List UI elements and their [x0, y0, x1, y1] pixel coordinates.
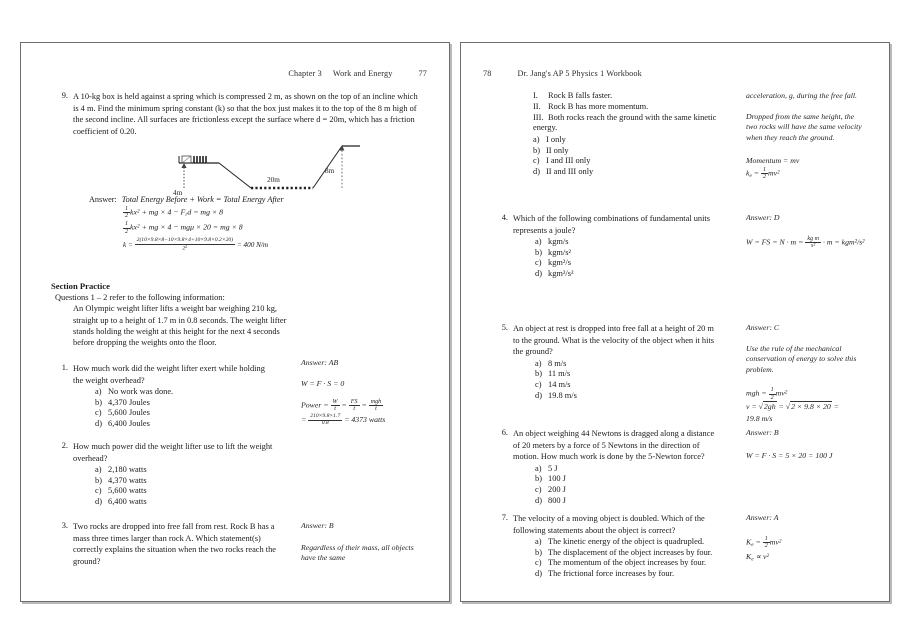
question-1-text: How much work did the weight lifter exert while holding the weight overhead? [73, 364, 265, 385]
answer-line-3 [123, 238, 419, 252]
question-6-math: W = F · S = 5 × 20 = 100 J [746, 450, 833, 460]
question-3-options [533, 135, 726, 177]
option-d[interactable] [95, 419, 273, 430]
option-a-text: 5 J [548, 463, 558, 473]
answer-line-1-sub: r [185, 211, 188, 218]
option-d-text: 800 J [548, 495, 566, 505]
q4-math-den: s² [811, 242, 816, 249]
option-c-letter: c) [95, 408, 102, 418]
answer-line-3-lhs: k = [123, 241, 133, 250]
q7-prop-sub: e [751, 556, 754, 563]
option-c-text: 14 m/s [548, 379, 571, 389]
answer-line-2-rest: + mg × 4 − mgμ × 20 = mg × 8 [141, 223, 243, 233]
page-left [20, 42, 450, 602]
option-d[interactable] [535, 496, 716, 507]
v-tail: = [831, 402, 840, 412]
option-b[interactable] [535, 474, 716, 485]
question-6-number: 6. [501, 428, 508, 437]
half-den-1: 2 [125, 213, 129, 220]
half-num-1: 1 [125, 206, 129, 212]
answer-line-2: $\frac{1}{2}$ $kx^2$ + mg × 4 − mgμ × 20 = mg × 8 [125, 221, 243, 235]
option-d[interactable] [535, 391, 716, 402]
option-b-letter: b) [533, 145, 540, 155]
question-1-options [95, 387, 273, 429]
option-c[interactable] [533, 156, 726, 167]
section-practice-paragraph: An Olympic weight lifter lifts a weight bar weighing 210 kg, straight up to a height of 1.7 m in 0.8 seconds. The weight lifter stands holding the weight at this height for the next 4 seconds before dropping the weights onto the floor. [73, 304, 287, 348]
question-1-power: Power = $\frac{W}{t}$ = $\frac{FS}{t}$ = $\frac{\text{mgh}}{t}$ [301, 399, 382, 413]
power-num-2: FS [350, 399, 358, 406]
question-3-note-2: Dropped from the same height, the two rocks will have the same velocity when they reach the ground. [746, 111, 862, 142]
option-d-letter: d) [535, 495, 542, 505]
q7-ke-rest: mv [769, 537, 779, 547]
question-5 [491, 323, 716, 401]
option-b-text: 11 m/s [548, 369, 571, 379]
question-5-mgh: mgh = $\frac{1}{2}$ $mv^2$ [746, 387, 788, 401]
v-eq: = [776, 402, 786, 412]
answer-line-1-tail: d = mg × 8 [187, 207, 224, 217]
option-c[interactable] [535, 558, 719, 569]
mgh-den: 2 [770, 394, 774, 401]
v-radicand-2: 2 × 9.8 × 20 [791, 402, 831, 412]
v-lhs: v = [746, 402, 759, 412]
option-b[interactable] [533, 146, 726, 157]
section-practice-lead: Questions 1 – 2 refer to the following information: [55, 293, 225, 302]
option-b[interactable] [95, 476, 273, 487]
ke-sub: e [749, 172, 752, 179]
option-c[interactable] [95, 486, 273, 497]
option-a-letter: a) [535, 358, 542, 368]
option-a-text: The kinetic energy of the object is quadrupled. [548, 537, 705, 547]
question-2 [51, 441, 273, 508]
answer-line-3-numerator: 2(10×9.8×8−10×9.8×4+10×9.8×0.2×20) [136, 237, 234, 244]
ke-den: 2 [763, 174, 767, 181]
question-4-answer: Answer: D [746, 213, 780, 222]
option-c[interactable] [95, 408, 273, 419]
page-number-78: 78 [483, 69, 492, 78]
roman-iii-text: Both rocks reach the ground with the same kinetic energy. [533, 112, 717, 133]
option-c[interactable] [535, 258, 716, 269]
option-a-text: 2,180 watts [108, 465, 147, 475]
option-c-letter: c) [95, 486, 102, 496]
v-radicand-1: 2gh [763, 402, 776, 412]
question-4-options [535, 237, 716, 279]
question-7-answer-note [746, 513, 874, 566]
question-5-options [535, 359, 716, 401]
question-5-note: Use the rule of the mechanical conservation of energy to solve this problem. [746, 343, 857, 374]
option-b[interactable] [95, 398, 273, 409]
ke-num: 1 [763, 166, 767, 173]
option-d-letter: d) [533, 166, 540, 176]
ke-rest: mv [768, 168, 778, 178]
kinetic-energy-formula: $k_e$ = $\frac{1}{2}$ $mv^2$ [746, 166, 780, 181]
q4-math-c: kgm²/s² [841, 237, 865, 247]
running-head-title: Work and Energy [332, 69, 393, 78]
answer-line-1: $\frac{1}{2}$ $kx^2$ + mg × $4 - F_rd$ = mg × 8 [125, 206, 224, 220]
option-a-letter: a) [95, 465, 102, 475]
mgh-num: 1 [770, 387, 774, 394]
option-a-text: No work was done. [108, 387, 174, 397]
question-3-answer: Answer: B [301, 521, 334, 530]
answer-line-1-pre: kx [130, 207, 137, 217]
option-c-letter: c) [535, 258, 542, 268]
question-3-note-1: acceleration, g, during the free fall. [746, 91, 858, 100]
question-7-options [535, 537, 719, 579]
question-6 [491, 428, 716, 506]
option-d-letter: d) [95, 496, 102, 506]
roman-ii-label: II. [533, 101, 541, 111]
running-head-right [483, 69, 642, 78]
option-a-letter: a) [533, 135, 540, 145]
power-den-3: t [375, 406, 377, 413]
option-b-letter: b) [535, 474, 542, 484]
option-a[interactable] [95, 465, 273, 476]
option-a-text: 8 m/s [548, 358, 567, 368]
question-7-answer: Answer: A [746, 513, 779, 522]
question-4-math [746, 236, 871, 250]
q7-ke-num: 1 [764, 535, 768, 542]
power-label: Power = [301, 400, 329, 410]
power-num-1: W [332, 399, 338, 406]
question-2-options [95, 465, 273, 507]
section-practice-intro [51, 292, 296, 348]
option-a[interactable] [533, 135, 726, 146]
option-b-letter: b) [95, 475, 102, 485]
incline-spring-figure [161, 141, 361, 203]
q7-prop-lhs: K [746, 552, 752, 562]
question-7-math-1: $K_e$ = $\frac{1}{2}$ $mv^2$ [746, 535, 782, 549]
option-b-text: kgm/s² [548, 247, 571, 257]
option-c[interactable] [535, 485, 716, 496]
question-3-note: Regardless of their mass, all objects have the same [301, 542, 414, 563]
option-d-letter: d) [535, 568, 542, 578]
q7-ke-den: 2 [764, 542, 768, 549]
option-a-letter: a) [535, 537, 542, 547]
page-right [460, 42, 890, 602]
option-b[interactable] [535, 548, 719, 559]
running-head-chapter: Chapter 3 [288, 69, 322, 78]
option-d-letter: d) [95, 418, 102, 428]
power-num-3: mgh [370, 399, 382, 406]
power-den-1: t [334, 406, 336, 413]
option-c-text: 5,600 Joules [108, 408, 150, 418]
momentum-formula: Momentum = mv [746, 156, 800, 166]
question-1 [51, 363, 273, 430]
question-4-text: Which of the following combinations of fundamental units represents a joule? [513, 214, 711, 235]
option-b-letter: b) [535, 247, 542, 257]
question-5-answer-note [746, 323, 874, 424]
question-5-number: 5. [501, 323, 508, 332]
option-a-letter: a) [95, 387, 102, 397]
option-a-text: I only [546, 135, 566, 145]
question-4 [491, 213, 716, 280]
mgh-rest: mv [775, 389, 785, 399]
roman-item-iii[interactable] [533, 113, 726, 135]
question-4-answer-note [746, 213, 871, 249]
book-title: Dr. Jang's AP 5 Physics 1 Workbook [517, 69, 642, 78]
section-practice-heading: Section Practice [51, 281, 110, 291]
mgh-lhs: mgh = [746, 389, 767, 399]
question-3 [51, 521, 281, 567]
question-3-continued-notes [746, 91, 864, 182]
roman-item-i[interactable] [533, 91, 726, 102]
option-c[interactable] [535, 380, 716, 391]
question-3-text: Two rocks are dropped into free fall from rest. Rock B has a mass three times larger than rock A. Which statement(s) correctly explains the situation when the two rocks reach the ground? [73, 522, 277, 566]
option-d-text: 6,400 watts [108, 496, 147, 506]
answer-line-1-rest: + mg × 4 − F [141, 207, 186, 217]
question-5-text: An object at rest is dropped into free fall at a height of 20 m to the ground. What is the velocity of the object when it hits the ground? [513, 324, 715, 357]
question-7-number: 7. [501, 513, 508, 522]
page-number-77: 77 [418, 69, 427, 78]
option-a-letter: a) [535, 237, 542, 247]
option-c-text: 5,600 watts [108, 486, 147, 496]
ke-lhs: k [746, 168, 750, 178]
option-b-text: 100 J [548, 474, 566, 484]
roman-ii-text: Rock B has more momentum. [548, 101, 649, 111]
power-result: = 4373 watts [344, 415, 386, 424]
option-a[interactable] [535, 537, 719, 548]
option-c-letter: c) [535, 484, 542, 494]
option-d[interactable] [533, 167, 726, 178]
question-6-options [535, 464, 716, 506]
option-d-text: 6,400 Joules [108, 418, 150, 428]
question-9-text: A 10-kg box is held against a spring which is compressed 2 m, as shown on the top of an incline which is 4 m. Find the minimum spring constant (k) so that the box just makes it to the top of the 8 m high of the second incline. All surfaces are frictionless except the surface where d = 20m, which has a friction coefficient of 0.20. [73, 92, 418, 136]
roman-item-ii[interactable] [533, 102, 726, 113]
question-5-velocity: v = √2gh = √2 × 9.8 × 20 = [746, 402, 840, 412]
question-7-text: The velocity of a moving object is doubled. Which of the following statements about the object is correct? [513, 514, 705, 535]
answer-line-2-pre: kx [130, 223, 137, 233]
option-a-text: kgm/s [548, 237, 569, 247]
option-c-text: 200 J [548, 484, 566, 494]
question-3-continued [511, 91, 726, 178]
option-a-letter: a) [535, 463, 542, 473]
figure-label-8m: 8m [325, 167, 335, 175]
q7-ke-lhs: K [746, 537, 752, 547]
question-7-math-2: $K_e \propto v^2$ [746, 552, 770, 563]
option-d-text: II and III only [546, 166, 594, 176]
question-3-answer-note [301, 521, 421, 564]
question-1-number: 1. [61, 363, 68, 372]
question-3-number: 3. [61, 521, 68, 530]
question-5-velocity-result: 19.8 m/s [746, 413, 773, 423]
option-b-letter: b) [535, 369, 542, 379]
option-d-text: The frictional force increases by four. [548, 568, 675, 578]
option-d[interactable] [95, 497, 273, 508]
option-b[interactable] [535, 369, 716, 380]
option-c-text: The momentum of the object increases by four. [548, 558, 707, 568]
question-5-answer: Answer: C [746, 323, 780, 332]
option-d-letter: d) [535, 390, 542, 400]
roman-iii-label: III. [533, 112, 544, 122]
option-d[interactable] [535, 569, 719, 580]
question-3-roman-list [533, 91, 726, 134]
option-b-letter: b) [535, 547, 542, 557]
question-1-work: W = F · S = 0 [301, 378, 345, 388]
question-6-answer-note [746, 428, 874, 461]
option-b-text: 4,370 watts [108, 475, 147, 485]
option-c-letter: c) [533, 156, 540, 166]
answer-line-3-denominator: $2^2$ [182, 245, 188, 252]
option-c-text: I and III only [546, 156, 591, 166]
question-6-answer: Answer: B [746, 428, 779, 437]
question-9-number: 9. [61, 91, 68, 100]
figure-label-20m: 20m [267, 176, 280, 184]
running-head-left [288, 69, 427, 78]
question-9 [51, 91, 419, 137]
q4-math-a: W = FS = N · m = [746, 237, 804, 247]
question-7 [491, 513, 719, 580]
option-b-text: II only [546, 145, 569, 155]
question-6-text: An object weighing 44 Newtons is dragged along a distance of 20 meters by a force of 5 Newtons in the direction of motion. How much work is done by the 5-Newton force? [513, 429, 715, 462]
question-2-text: How much power did the weight lifter use to lift the weight overhead? [73, 442, 273, 463]
option-d-letter: d) [535, 268, 542, 278]
half-num-2: 1 [125, 221, 129, 228]
half-den-2: 2 [125, 228, 129, 235]
option-b[interactable] [535, 248, 716, 259]
option-a[interactable] [535, 237, 716, 248]
option-b-letter: b) [95, 397, 102, 407]
answer-line-3-result: = 400 N/m [236, 241, 269, 250]
option-a[interactable] [535, 464, 716, 475]
question-1-answer: Answer: AB [301, 358, 339, 367]
roman-i-label: I. [533, 91, 538, 100]
roman-i-text: Rock B falls faster. [548, 91, 613, 100]
answer-label: Answer: [89, 195, 117, 204]
q4-math-num: kg m [807, 235, 819, 242]
option-c-letter: c) [535, 379, 542, 389]
question-4-number: 4. [501, 213, 508, 222]
option-d-text: kgm²/s² [548, 268, 574, 278]
answer-heading: Total Energy Before + Work = Total Energy After [121, 195, 284, 204]
option-a[interactable] [535, 359, 716, 370]
question-9-answer [89, 195, 419, 253]
q4-math-b: · m = [822, 237, 840, 247]
option-c-letter: c) [535, 558, 542, 568]
option-d[interactable] [535, 269, 716, 280]
power-eval-num: 210×9.8×1.7 [310, 412, 341, 419]
option-d-text: 19.8 m/s [548, 390, 577, 400]
q7-ke-sub: e [751, 541, 754, 548]
figure-label-4m: 4m [173, 189, 183, 197]
q7-prop-rest: ∝ v [755, 552, 767, 562]
option-b-text: 4,370 Joules [108, 397, 150, 407]
question-1-power-eval: = $\frac{210\times 9.8\times 1.7}{0.8}$ = 4373 watts [301, 412, 386, 426]
question-2-number: 2. [61, 441, 68, 450]
option-b-text: The displacement of the object increases by four. [548, 547, 713, 557]
option-c-text: kgm²/s [548, 258, 571, 268]
option-a[interactable] [95, 387, 273, 398]
power-den-2: t [353, 406, 356, 413]
question-1-answer-note [301, 358, 431, 427]
power-eval-den: 0.8 [321, 419, 329, 426]
